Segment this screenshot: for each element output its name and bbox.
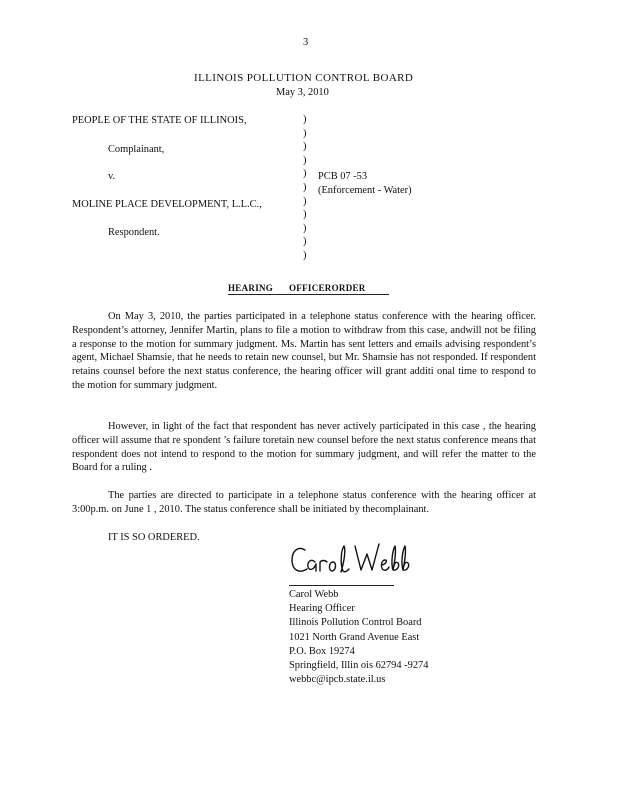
caption-parens <box>303 113 306 263</box>
paren: ) <box>303 181 307 193</box>
body-paragraph-3: The parties are directed to participate in a telephone status conference with the hearing officer at 3:00p.m. on June 1 , 2010. The status conference shall be initiated by thecomplainant. <box>72 490 536 515</box>
paren: ) <box>303 195 307 207</box>
paren: ) <box>303 236 307 248</box>
order-date: May 3, 2010 <box>276 87 329 98</box>
city-state-zip: Springfield, Illin ois 62794 -9274 <box>289 660 429 672</box>
paren: ) <box>303 127 307 139</box>
signer-organization: Illinois Pollution Control Board <box>289 617 422 629</box>
po-box: P.O. Box 19274 <box>289 645 355 657</box>
paren: ) <box>303 209 307 221</box>
paren: ) <box>303 114 307 125</box>
signer-name: Carol Webb <box>289 589 339 600</box>
paren: ) <box>303 249 307 261</box>
defendant-name: MOLINE PLACE DEVELOPMENT, L.L.C., <box>72 199 262 210</box>
email-address: webbc@ipcb.state.il.us <box>289 674 386 686</box>
page-number: 3 <box>303 37 309 48</box>
signature-block <box>289 588 428 687</box>
paren: ) <box>303 168 307 180</box>
board-name: ILLINOIS POLLUTION CONTROL BOARD <box>194 72 414 84</box>
signer-title: Hearing Officer <box>289 603 355 615</box>
handwritten-signature <box>289 540 419 580</box>
street-address: 1021 North Grand Avenue East <box>289 631 420 643</box>
case-number: PCB 07 -53 <box>318 171 368 182</box>
versus-label: v. <box>108 171 116 182</box>
paren: ) <box>303 222 307 234</box>
order-heading-word2: OFFICERORDER <box>289 283 366 293</box>
signature-line <box>289 585 394 586</box>
heading-underline <box>228 294 389 295</box>
order-heading-word1: HEARING <box>228 283 274 293</box>
paren: ) <box>303 141 307 153</box>
body-paragraph-1: On May 3, 2010, the parties participated in a telephone status conference with the hearing officer. Respondent’s attorney, Jennifer Martin, plans to file a motion to withdraw from this case, andwill not be filing a response to the motion for summary judgment. Ms. Martin has sent letters and emails advising respondent’s agent, Michael Shamsie, that he needs to retain new counsel, but Mr. Shamsie has not responded. If respondent retains counsel before the next status conference, the hearing officer will grant additi onal time to respond to the motion for summary judgment. <box>72 311 536 391</box>
closing-statement: IT IS SO ORDERED. <box>108 532 200 543</box>
defendant-role: Respondent. <box>108 227 160 238</box>
plaintiff-role: Complainant, <box>108 144 165 155</box>
case-type: (Enforcement - Water) <box>318 185 412 196</box>
paren: ) <box>303 154 307 166</box>
body-paragraph-2: However, in light of the fact that respondent has never actively participated in this case , the hearing officer will assume that re spondent ’s failure toretain new counsel before the next status conference means that respondent does not intend to respond to the motion for summary judgment, and will refer the matter to the Board for a ruling . <box>72 421 536 474</box>
plaintiff-name: PEOPLE OF THE STATE OF ILLINOIS, <box>72 115 247 126</box>
